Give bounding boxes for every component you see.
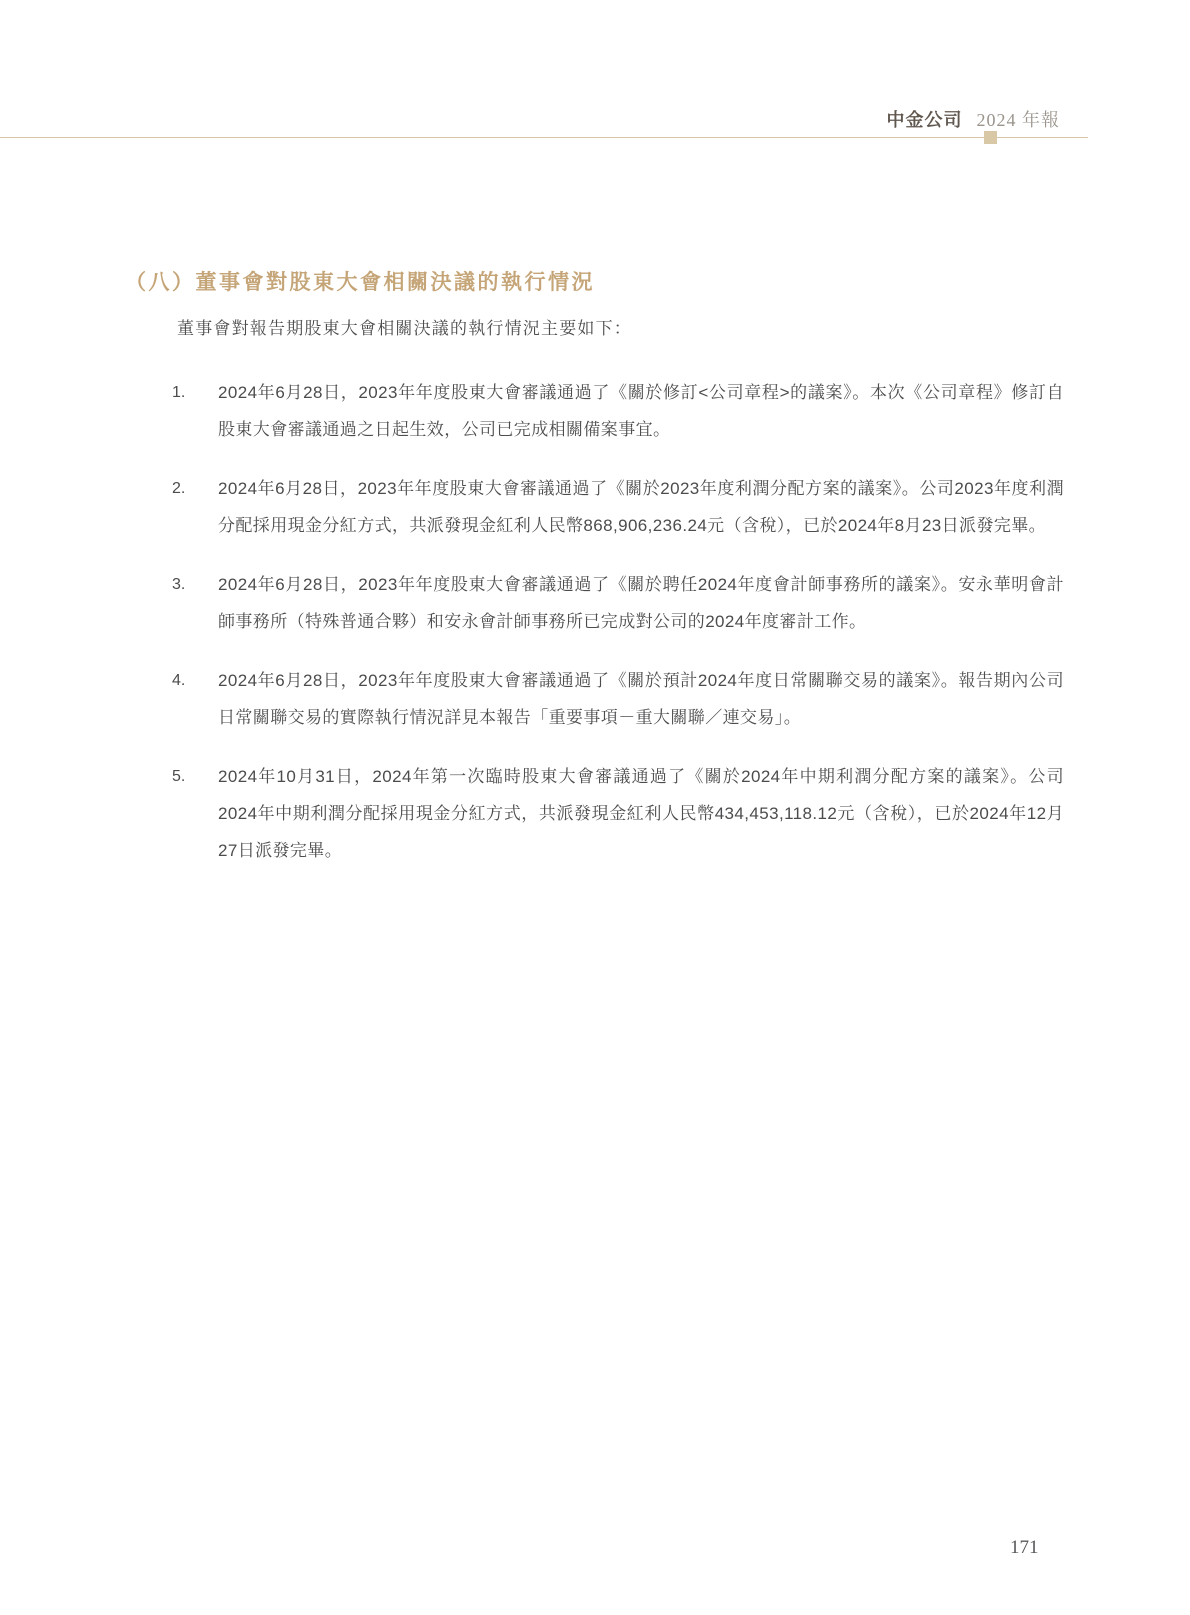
list-item-number: 5. xyxy=(172,768,186,785)
list-item xyxy=(172,374,1064,448)
resolution-list xyxy=(172,374,1064,891)
header-divider-line xyxy=(0,137,1088,138)
list-item xyxy=(172,470,1064,544)
running-header xyxy=(887,106,1061,132)
header-company-name: 中金公司 xyxy=(886,110,963,130)
list-item-number: 3. xyxy=(172,576,186,593)
list-item-text: 2024年6月28日，2023年年度股東大會審議通過了《關於修訂<公司章程>的議案》。本次《公司章程》修訂自股東大會審議通過之日起生效，公司已完成相關備案事宜。 xyxy=(218,383,1064,439)
header-report-title: 2024 年報 xyxy=(976,110,1060,130)
list-item-number: 1. xyxy=(172,384,186,401)
list-item-text: 2024年6月28日，2023年年度股東大會審議通過了《關於預計2024年度日常關聯交易的議案》。報告期內公司日常關聯交易的實際執行情況詳見本報告「重要事項－重大關聯／連交易」。 xyxy=(218,671,1064,727)
list-item xyxy=(172,662,1064,736)
list-item xyxy=(172,566,1064,640)
list-item-number: 4. xyxy=(172,672,186,689)
list-item xyxy=(172,758,1064,869)
list-item-text: 2024年10月31日，2024年第一次臨時股東大會審議通過了《關於2024年中期利潤分配方案的議案》。公司2024年中期利潤分配採用現金分紅方式，共派發現金紅利人民幣434,453,118.12元（含稅），已於2024年12月27日派發完畢。 xyxy=(218,767,1064,860)
header-divider-square xyxy=(984,131,997,144)
section-heading: （八）董事會對股東大會相關決議的執行情況 xyxy=(125,271,595,294)
page-number: 171 xyxy=(1010,1537,1039,1558)
list-item-number: 2. xyxy=(172,480,186,497)
list-item-text: 2024年6月28日，2023年年度股東大會審議通過了《關於2023年度利潤分配方案的議案》。公司2023年度利潤分配採用現金分紅方式，共派發現金紅利人民幣868,906,236.24元（含稅），已於2024年8月23日派發完畢。 xyxy=(218,479,1064,535)
list-item-text: 2024年6月28日，2023年年度股東大會審議通過了《關於聘任2024年度會計師事務所的議案》。安永華明會計師事務所（特殊普通合夥）和安永會計師事務所已完成對公司的2024年度審計工作。 xyxy=(218,575,1064,631)
section-intro: 董事會對報告期股東大會相關決議的執行情況主要如下： xyxy=(177,319,632,338)
